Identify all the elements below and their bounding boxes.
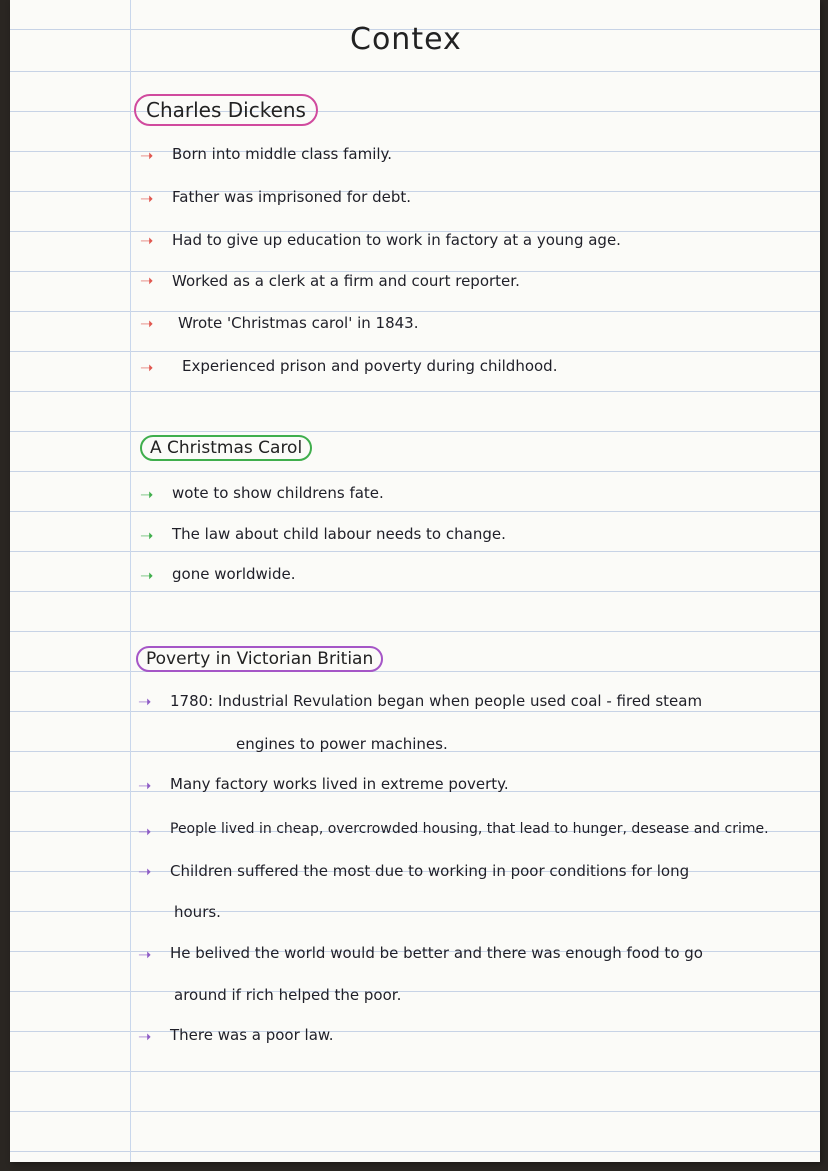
list-item: wote to show childrens fate. (172, 484, 384, 502)
arrow-icon: ➝ (140, 189, 154, 208)
margin-line (130, 0, 131, 1162)
heading-charles-dickens: Charles Dickens (134, 94, 318, 126)
arrow-icon: ➝ (138, 862, 152, 881)
notebook-page (10, 0, 820, 1162)
list-item: He belived the world would be better and there was enough food to go (170, 944, 703, 962)
list-item: There was a poor law. (170, 1026, 334, 1044)
list-item: Wrote 'Christmas carol' in 1843. (178, 314, 419, 332)
list-item: Had to give up education to work in factory at a young age. (172, 231, 621, 249)
list-item: People lived in cheap, overcrowded housing, that lead to hunger, desease and crime. (170, 821, 769, 837)
arrow-icon: ➝ (140, 485, 154, 504)
arrow-icon: ➝ (140, 526, 154, 545)
arrow-icon: ➝ (140, 271, 154, 290)
list-item-continuation: around if rich helped the poor. (174, 986, 402, 1004)
list-item: Experienced prison and poverty during childhood. (182, 357, 558, 375)
list-item: 1780: Industrial Revulation began when people used coal - fired steam (170, 692, 703, 710)
arrow-icon: ➝ (140, 566, 154, 585)
list-item: Father was imprisoned for debt. (172, 188, 412, 206)
arrow-icon: ➝ (138, 945, 152, 964)
arrow-icon: ➝ (140, 146, 154, 165)
heading-poverty-victorian-britain: Poverty in Victorian Britian (136, 646, 383, 672)
list-item: gone worldwide. (172, 565, 296, 583)
arrow-icon: ➝ (140, 231, 154, 250)
list-item: Children suffered the most due to working in poor conditions for long (170, 862, 690, 880)
list-item: Born into middle class family. (172, 145, 393, 163)
list-item-continuation: engines to power machines. (236, 735, 448, 753)
arrow-icon: ➝ (140, 314, 154, 333)
list-item: Many factory works lived in extreme poverty. (170, 775, 509, 793)
arrow-icon: ➝ (138, 776, 152, 795)
page-title: Contex (350, 22, 462, 57)
arrow-icon: ➝ (140, 358, 154, 377)
list-item: The law about child labour needs to change. (172, 525, 506, 543)
arrow-icon: ➝ (138, 822, 152, 841)
list-item: Worked as a clerk at a firm and court reporter. (172, 272, 520, 290)
arrow-icon: ➝ (138, 1027, 152, 1046)
arrow-icon: ➝ (138, 692, 152, 711)
heading-a-christmas-carol: A Christmas Carol (140, 435, 312, 461)
list-item-continuation: hours. (174, 903, 221, 921)
